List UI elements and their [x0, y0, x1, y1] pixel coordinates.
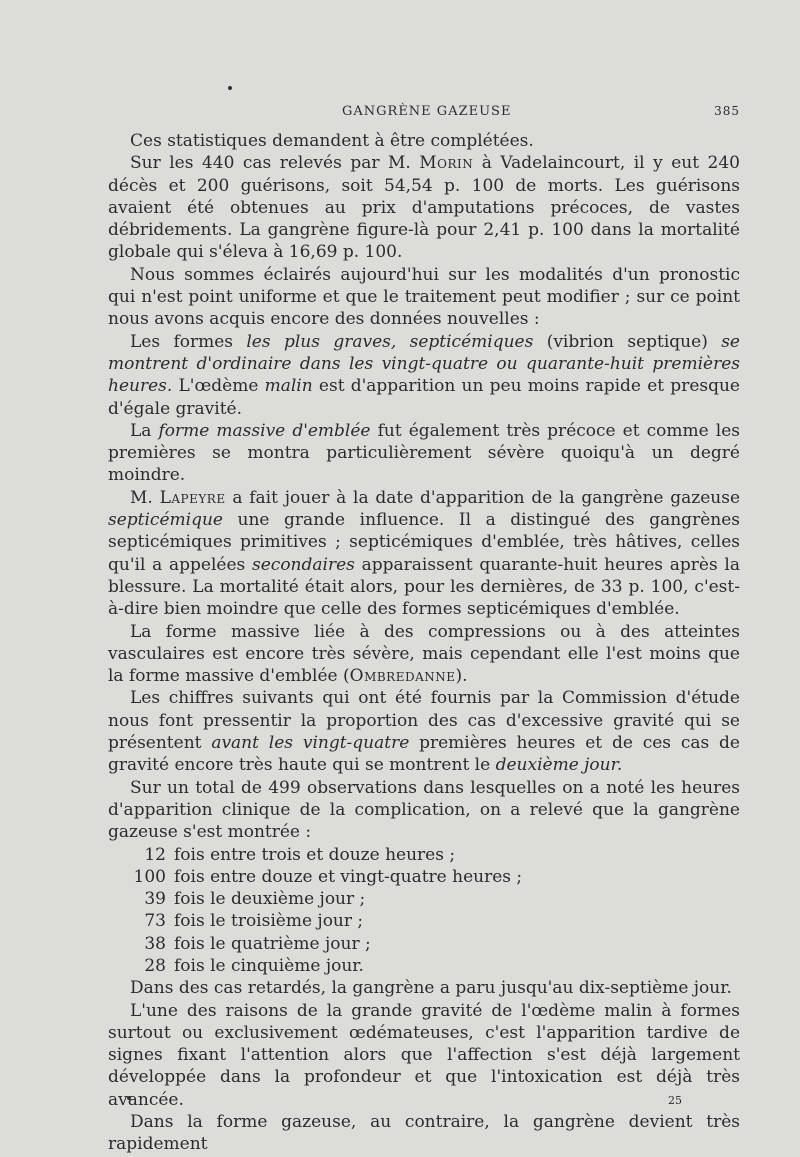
list-item: 73 fois le troisième jour ;: [144, 911, 364, 932]
paragraph: Les chiffres suivants qui ont été fournis par la Commission d'étude nous font pressentir la proportion des cas d'excessive gravité qui se présentent avant les vingt-quatre premières heures et de ces cas de gravité encore très haute qui se montrent le deuxième jour.: [108, 688, 740, 776]
page-number: 385: [714, 104, 740, 118]
body-text: [108, 130, 740, 1156]
signature-mark: 25: [668, 1094, 682, 1107]
author-name: Ombredanne: [349, 666, 456, 687]
paragraph: Sur les 440 cas relevés par M. Morin à Vadelaincourt, il y eut 240 décès et 200 guérisons, soit 54,54 p. 100 de morts. Les guérisons avaient été obtenues au prix d'amputations précoces, de vastes débridements. La gangrène figure-là pour 2,41 p. 100 dans la mortalité globale qui s'éleva à 16,69 p. 100.: [108, 153, 740, 263]
paragraph: Les formes les plus graves, septicémiques (vibrion septique) se montrent d'ordinaire dans les vingt-quatre ou quarante-huit premières heures. L'œdème malin est d'apparition un peu moins rapide et presque d'égale gravité.: [108, 331, 740, 419]
ink-speck: [228, 86, 232, 90]
list-item: 100 fois entre douze et vingt-quatre heures ;: [133, 866, 523, 887]
author-name: Lapeyre: [159, 487, 226, 508]
paragraph: Sur un total de 499 observations dans lesquelles on a noté les heures d'apparition clinique de la complication, on a relevé que la gangrène gazeuse s'est montrée :: [108, 777, 740, 843]
paragraph: M. Lapeyre a fait jouer à la date d'apparition de la gangrène gazeuse septicémique une grande influence. Il a distingué des gangrènes septicémiques primitives ; septicémiques d'emblée, très hâtives, celles qu'il a appelées secondaires apparaissent quarante-huit heures après la blessure. La mortalité était alors, pour les dernières, de 33 p. 100, c'est-à-dire bien moindre que celle des formes septicémiques d'emblée.: [108, 487, 740, 620]
paragraph: Dans la forme gazeuse, au contraire, la gangrène devient très rapidement: [108, 1112, 740, 1155]
onset-list: [108, 844, 740, 978]
author-name: Morin: [419, 153, 474, 174]
paragraph: L'une des raisons de la grande gravité de l'œdème malin à formes surtout ou exclusivement œdémateuses, c'est l'apparition tardive de signes fixant l'attention alors que l'affection s'est déjà largement développée dans la profondeur et que l'intoxication est déjà très avancée.: [108, 1000, 740, 1110]
paragraph: La forme massive d'emblée fut également très précoce et comme les premières se montra particulièrement sévère quoiqu'à un degré moindre.: [108, 420, 741, 486]
list-item: 12 fois entre trois et douze heures ;: [144, 844, 456, 865]
paragraph: Dans des cas retardés, la gangrène a paru jusqu'au dix-septième jour.: [130, 978, 732, 999]
list-item: 38 fois le quatrième jour ;: [144, 933, 371, 954]
running-header: [110, 104, 740, 126]
paragraph: La forme massive liée à des compressions ou à des atteintes vasculaires est encore très sévère, mais cependant elle l'est moins que la forme massive d'emblée (Ombredanne).: [108, 621, 740, 687]
paragraph: Ces statistiques demandent à être complétées.: [130, 131, 534, 151]
running-title: GANGRÈNE GAZEUSE: [342, 104, 512, 119]
list-item: 28 fois le cinquième jour.: [144, 955, 364, 976]
list-item: 39 fois le deuxième jour ;: [144, 889, 366, 910]
paragraph: Nous sommes éclairés aujourd'hui sur les modalités d'un pronostic qui n'est point uniforme et que le traitement peut modifier ; sur ce point nous avons acquis encore des données nouvelles :: [108, 264, 740, 330]
